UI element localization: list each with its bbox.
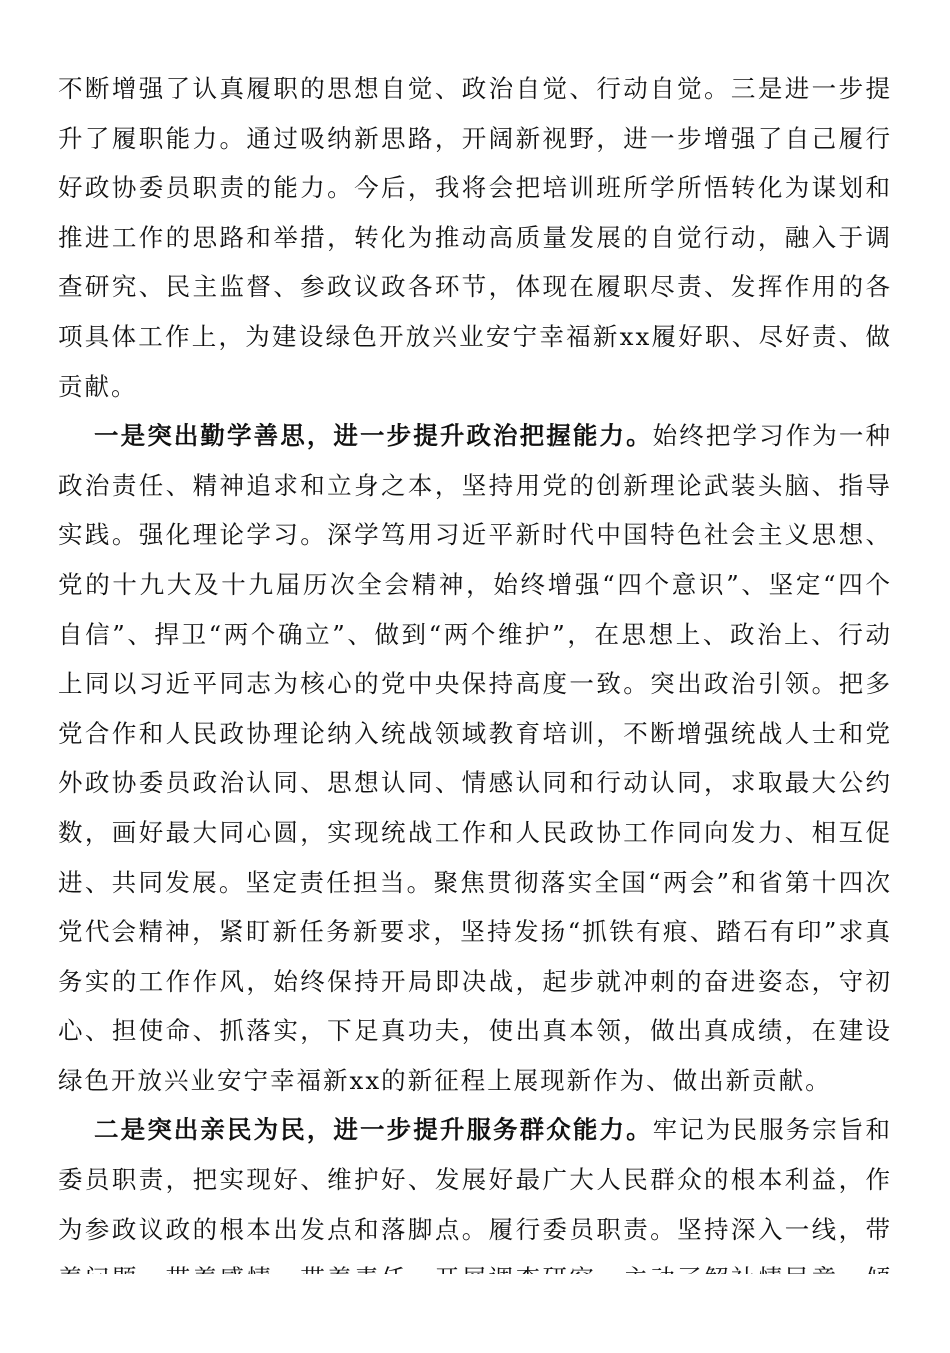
paragraph-2-lead: 一是突出勤学善思，进一步提升政治把握能力。 [94, 421, 653, 451]
paragraph-2-text: 始终把学习作为一种政治责任、精神追求和立身之本，坚持用党的创新理论武装头脑、指导实践。强化理论学习。深学笃用习近平新时代中国特色社会主义思想、党的十九大及十九届历次全会精神，始终增强“四个意识”、坚定“四个自信”、捍卫“两个确立”、做到“两个维护”，在思想上、政治上、行动上同以习近平同志为核心的党中央保持高度一致。突出政治引领。把多党合作和人民政协理论纳入统战领域教育培训，不断增强统战人士和党外政协委员政治认同、思想认同、情感认同和行动认同，求取最大公约数，画好最大同心圆，实现统战工作和人民政协工作同向发力、相互促进、共同发展。坚定责任担当。聚焦贯彻落实全国“两会”和省第十四次党代会精神，紧盯新任务新要求，坚持发扬“抓铁有痕、踏石有印”求真务实的工作作风，始终保持开局即决战，起步就冲刺的奋进姿态，守初心、担使命、抓落实，下足真功夫，使出真本领，做出真成绩，在建设绿色开放兴业安宁幸福新xx的新征程上展现新作为、做出新贡献。 [58, 421, 892, 1095]
page-bottom-margin [0, 1274, 950, 1344]
paragraph-3-text: 牢记为民服务宗旨和委员职责，把实现好、维护好、发展好最广大人民群众的根本利益，作为参政议政的根本出发点和落脚点。履行委员职责。坚持深入一线，带 [58, 1115, 892, 1244]
paragraph-1-text: 不断增强了认真履职的思想自觉、政治自觉、行动自觉。三是进一步提升了履职能力。通过吸纳新思路，开阔新视野，进一步增强了自己履行好政协委员职责的能力。今后，我将会把培训班所学所悟转化为谋划和推进工作的思路和举措，转化为推动高质量发展的自觉行动，融入于调查研究、民主监督、参政议政各环节，体现在履职尽责、发挥作用的各项具体工作上，为建设绿色开放兴业安宁幸福新xx履好职、尽好责、做贡献。 [58, 74, 892, 401]
paragraph-1 [58, 64, 892, 411]
paragraph-2 [58, 411, 892, 1105]
document-page [58, 64, 892, 1353]
paragraph-3-lead: 二是突出亲民为民，进一步提升服务群众能力。 [94, 1115, 653, 1145]
